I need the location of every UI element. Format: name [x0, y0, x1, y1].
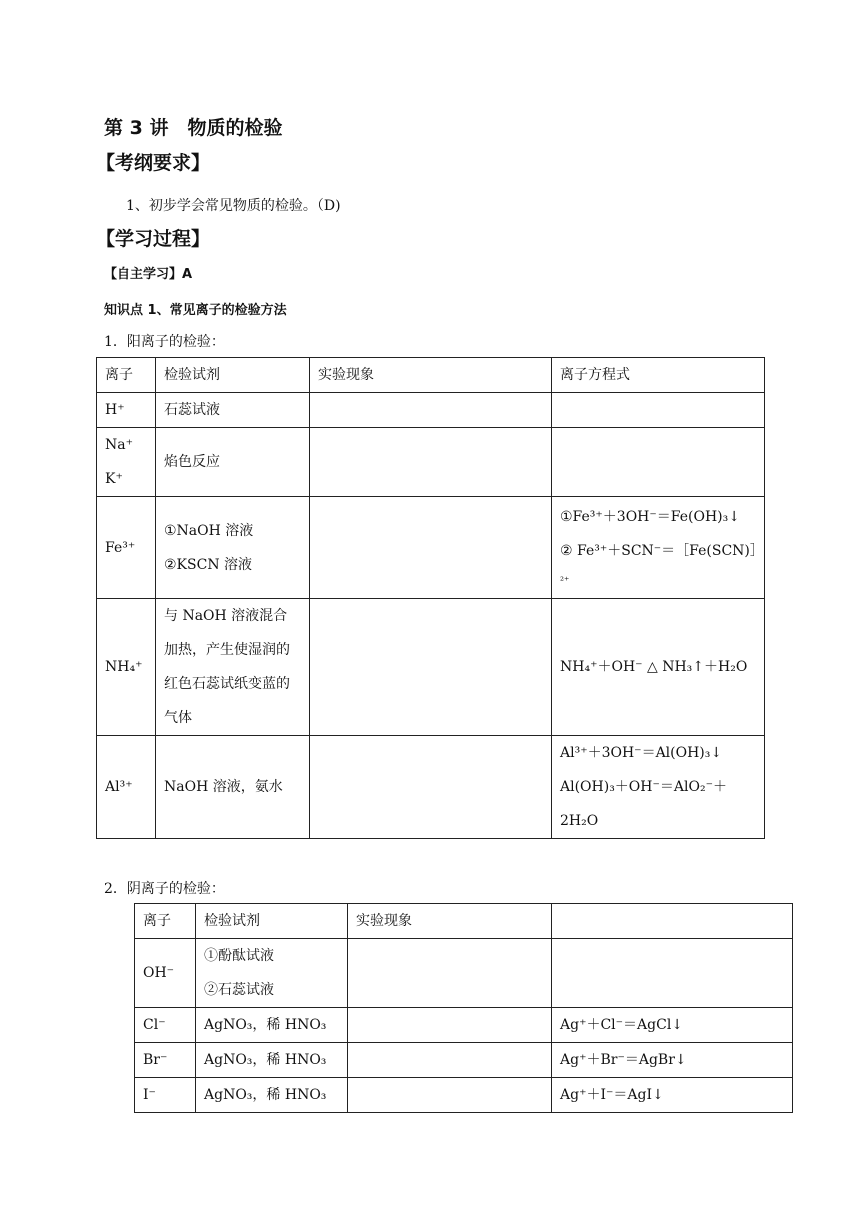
ion-text: OH⁻	[143, 965, 175, 981]
equation-cell	[552, 393, 765, 428]
reagent-text: AgNO₃，稀 HNO₃	[204, 1052, 327, 1068]
phenomenon-cell	[348, 1008, 552, 1043]
reagent-cell	[156, 428, 310, 497]
reagent-text: 与 NaOH 溶液混合加热，产生使湿润的红色石蕊试纸变蓝的气体	[164, 608, 290, 726]
reagent-cell	[156, 736, 310, 839]
equation-cell	[552, 428, 765, 497]
reagent-cell	[156, 599, 310, 736]
ion-cell	[135, 1008, 196, 1043]
header-ion: 离子	[135, 904, 196, 939]
equation-cell	[552, 1043, 793, 1078]
equation-text: Ag⁺＋Br⁻＝AgBr↓	[560, 1052, 687, 1068]
ion-cell	[97, 393, 156, 428]
knowledge-point-heading: 知识点 1、常见离子的检验方法	[104, 303, 287, 318]
reagent-text: ②KSCN 溶液	[164, 556, 253, 573]
self-study-label: 【自主学习】A	[104, 267, 193, 282]
phenomenon-cell	[310, 599, 552, 736]
reagent-cell	[156, 393, 310, 428]
equation-text: Al(OH)₃＋OH⁻＝AlO₂⁻＋	[560, 779, 727, 795]
anion-header-row	[135, 904, 793, 939]
header-phenomenon: 实验现象	[310, 358, 552, 393]
cation-table	[96, 357, 765, 839]
ion-cell	[97, 736, 156, 839]
equation-text: Ag⁺＋Cl⁻＝AgCl↓	[560, 1017, 684, 1033]
ion-text: Br⁻	[143, 1052, 168, 1068]
anion-table	[134, 903, 793, 1113]
table-row	[135, 939, 793, 1008]
table-row	[135, 1043, 793, 1078]
table-row	[97, 599, 765, 736]
header-phenomenon: 实验现象	[348, 904, 552, 939]
equation-cell	[552, 736, 765, 839]
ion-cell	[135, 1043, 196, 1078]
equation-cell	[552, 599, 765, 736]
reagent-text: ①NaOH 溶液	[164, 522, 254, 539]
header-equation	[552, 904, 793, 939]
phenomenon-cell	[310, 393, 552, 428]
reagent-text: ①酚酞试液	[204, 948, 274, 964]
reagent-text: 石蕊试液	[164, 402, 220, 418]
anion-caption: 2．阴离子的检验：	[104, 881, 225, 897]
ion-cell	[97, 497, 156, 599]
cation-header-row	[97, 358, 765, 393]
table-row	[135, 1078, 793, 1113]
phenomenon-cell	[310, 736, 552, 839]
phenomenon-cell	[348, 939, 552, 1008]
ion-cell	[97, 428, 156, 497]
header-reagent: 检验试剂	[156, 358, 310, 393]
table-row	[97, 428, 765, 497]
phenomenon-cell	[310, 497, 552, 599]
page-title: 第 3 讲 物质的检验	[104, 117, 283, 139]
header-reagent: 检验试剂	[196, 904, 348, 939]
outline-item: 1、初步学会常见物质的检验。（D)	[126, 198, 341, 214]
ion-text: K⁺	[105, 471, 123, 487]
ion-text: Cl⁻	[143, 1017, 166, 1033]
reagent-text: 焰色反应	[164, 454, 220, 470]
table-row	[97, 736, 765, 839]
ion-text: I⁻	[143, 1087, 156, 1103]
equation-text: ²⁺	[560, 575, 570, 587]
equation-text: 2H₂O	[560, 813, 599, 829]
ion-text: Na⁺	[105, 437, 133, 453]
ion-text: NH₄⁺	[105, 659, 143, 675]
phenomenon-cell	[310, 428, 552, 497]
section-heading-outline: 【考纲要求】	[96, 152, 211, 174]
table-row	[97, 497, 765, 599]
equation-text: Ag⁺＋I⁻＝AgI↓	[560, 1087, 664, 1103]
header-ion: 离子	[97, 358, 156, 393]
equation-text: ①Fe³⁺＋3OH⁻＝Fe(OH)₃↓	[560, 508, 740, 525]
section-heading-process: 【学习过程】	[96, 228, 211, 250]
table-row	[135, 1008, 793, 1043]
header-equation: 离子方程式	[552, 358, 765, 393]
reagent-cell	[196, 1078, 348, 1113]
reagent-cell	[196, 939, 348, 1008]
cation-caption: 1．阳离子的检验：	[104, 334, 225, 350]
ion-text: H⁺	[105, 402, 125, 418]
phenomenon-cell	[348, 1043, 552, 1078]
ion-text: Al³⁺	[105, 779, 133, 795]
equation-text: Al³⁺＋3OH⁻＝Al(OH)₃↓	[560, 745, 723, 761]
ion-cell	[135, 939, 196, 1008]
reagent-text: AgNO₃，稀 HNO₃	[204, 1017, 327, 1033]
ion-text: Fe³⁺	[105, 539, 136, 556]
reagent-cell	[196, 1043, 348, 1078]
reagent-cell	[156, 497, 310, 599]
reagent-cell	[196, 1008, 348, 1043]
equation-cell	[552, 497, 765, 599]
equation-cell	[552, 1078, 793, 1113]
reagent-text: AgNO₃，稀 HNO₃	[204, 1087, 327, 1103]
phenomenon-cell	[348, 1078, 552, 1113]
ion-cell	[135, 1078, 196, 1113]
equation-text: ② Fe³⁺＋SCN⁻＝［Fe(SCN)］	[560, 542, 764, 559]
equation-text: NH₄⁺＋OH⁻ △ NH₃↑＋H₂O	[560, 659, 748, 675]
ion-cell	[97, 599, 156, 736]
reagent-text: ②石蕊试液	[204, 982, 274, 998]
table-row	[97, 393, 765, 428]
equation-cell	[552, 1008, 793, 1043]
reagent-text: NaOH 溶液，氨水	[164, 779, 283, 795]
equation-cell	[552, 939, 793, 1008]
